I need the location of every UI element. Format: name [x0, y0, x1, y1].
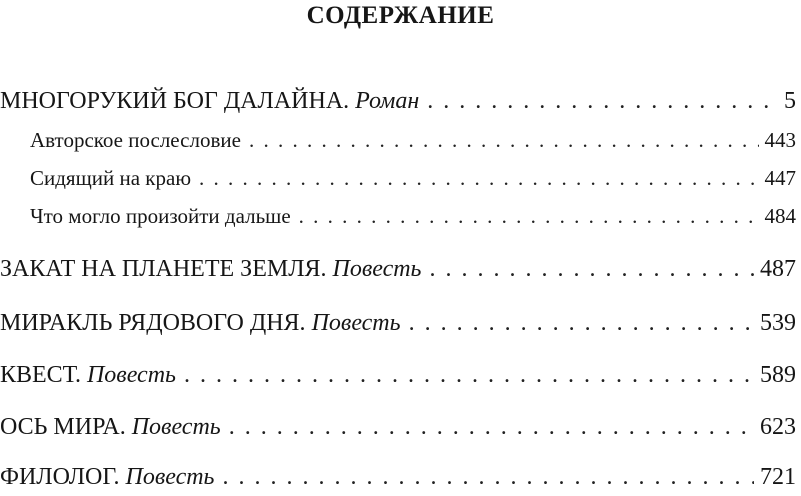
toc-entry-main	[0, 256, 796, 286]
entry-title	[0, 464, 214, 491]
entry-genre: Повесть	[332, 256, 422, 282]
entry-title	[0, 310, 401, 337]
dot-leader	[184, 362, 754, 389]
entry-genre: Повесть	[131, 414, 221, 440]
dot-leader	[409, 310, 754, 337]
entry-title	[0, 256, 421, 283]
entry-page-number: 487	[760, 256, 796, 282]
dot-leader	[429, 256, 754, 283]
dot-leader	[249, 128, 759, 153]
entry-title-text: ФИЛОЛОГ.	[0, 464, 126, 490]
toc-entry-sub	[30, 128, 796, 158]
entry-page-number: 443	[764, 128, 796, 152]
entry-title	[0, 88, 419, 115]
entry-genre: Повесть	[86, 362, 176, 388]
entry-title-text: ОСЬ МИРА.	[0, 414, 132, 440]
toc-entry-sub	[30, 166, 796, 196]
dot-leader	[229, 414, 754, 441]
entry-page-number: 484	[764, 204, 796, 228]
dot-leader	[222, 464, 754, 491]
dot-leader	[299, 204, 759, 229]
toc-entry-main	[0, 310, 796, 340]
entry-title-text: КВЕСТ.	[0, 362, 87, 388]
entry-title	[0, 362, 176, 389]
entry-title: Что могло произойти дальше	[30, 204, 291, 228]
entry-genre: Повесть	[125, 464, 215, 490]
page-title: СОДЕРЖАНИЕ	[306, 2, 495, 29]
entry-title: Авторское послесловие	[30, 128, 241, 152]
entry-title-text: МИРАКЛЬ РЯДОВОГО ДНЯ.	[0, 310, 312, 336]
dot-leader	[199, 166, 758, 191]
entry-page-number: 721	[760, 464, 796, 490]
dot-leader	[427, 88, 778, 115]
entry-title: Сидящий на краю	[30, 166, 192, 190]
entry-title-text: ЗАКАТ НА ПЛАНЕТЕ ЗЕМЛЯ.	[0, 256, 333, 282]
entry-genre: Повесть	[311, 310, 401, 336]
entry-title-text: МНОГОРУКИЙ БОГ ДАЛАЙНА.	[0, 88, 356, 114]
entry-genre: Роман	[355, 88, 420, 114]
toc-entry-main	[0, 88, 796, 118]
entry-title	[0, 414, 221, 441]
entry-page-number: 539	[760, 310, 796, 336]
entry-page-number: 447	[764, 166, 796, 190]
entry-page-number: 623	[760, 414, 796, 440]
toc-entry-main	[0, 414, 796, 444]
toc-entry-main	[0, 464, 796, 494]
entry-page-number: 5	[784, 88, 796, 114]
entry-page-number: 589	[760, 362, 796, 388]
toc-entry-main	[0, 362, 796, 392]
toc-entry-sub	[30, 204, 796, 234]
